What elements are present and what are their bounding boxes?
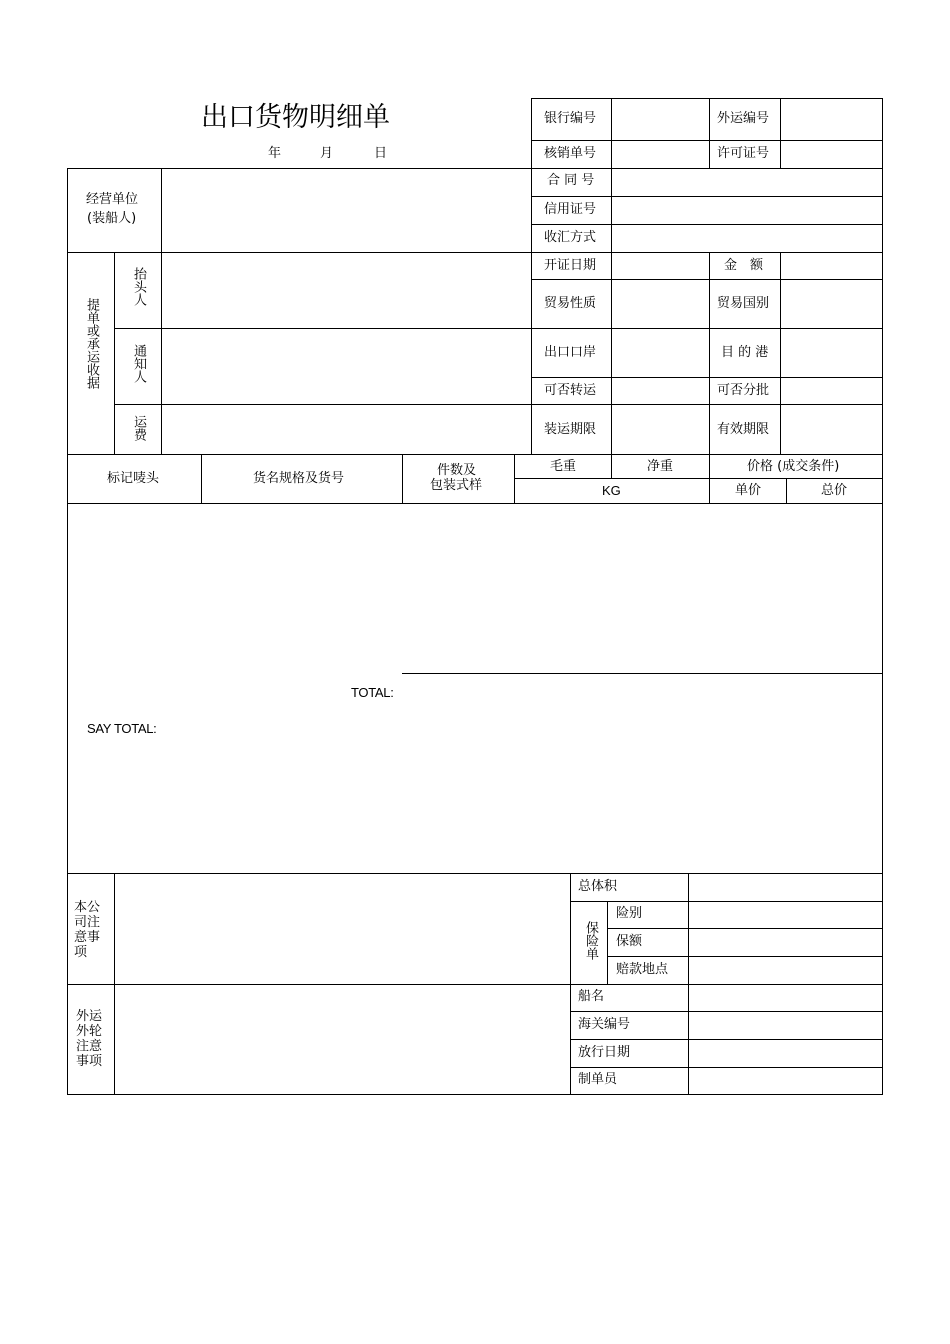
marks-header: 标记唛头 xyxy=(107,471,160,486)
insurance-type-label: 险别 xyxy=(616,906,643,921)
shipment-deadline-label: 装运期限 xyxy=(544,422,597,437)
preparer-label: 制单员 xyxy=(578,1072,618,1087)
insurance-policy-label: 保险单 xyxy=(583,921,598,960)
form-title: 出口货物明细单 xyxy=(201,102,390,133)
vessel-name-label: 船名 xyxy=(578,989,605,1004)
contract-no-field[interactable] xyxy=(613,170,881,195)
export-port-label: 出口口岸 xyxy=(544,345,597,360)
payment-method-field[interactable] xyxy=(613,226,881,251)
shipping-notes-label: 外运外轮注意事项 xyxy=(76,1009,103,1069)
operator-field[interactable] xyxy=(163,170,530,251)
trade-country-label: 贸易国别 xyxy=(717,296,770,311)
insured-amount-label: 保额 xyxy=(616,934,643,949)
payment-method-label: 收汇方式 xyxy=(544,230,597,245)
vessel-name-field[interactable] xyxy=(690,986,881,1010)
license-no-field[interactable] xyxy=(782,142,881,167)
consignee-field[interactable] xyxy=(163,254,530,327)
kg-unit-label: KG xyxy=(602,483,621,498)
total-price-header: 总价 xyxy=(821,483,848,498)
operator-label: 经营单位 xyxy=(86,192,139,207)
unit-price-header: 单价 xyxy=(735,483,762,498)
company-notes-label: 本公司注意事项 xyxy=(74,900,101,960)
expiry-date-field[interactable] xyxy=(782,406,881,453)
license-no-label: 许可证号 xyxy=(717,146,770,161)
amount-label: 金 额 xyxy=(724,258,764,273)
bank-no-label: 银行编号 xyxy=(544,111,597,126)
net-weight-header: 净重 xyxy=(647,459,674,474)
consignee-label: 抬头人 xyxy=(131,267,146,306)
lc-date-field[interactable] xyxy=(613,254,708,278)
notify-field[interactable] xyxy=(163,330,530,403)
claim-place-field[interactable] xyxy=(690,958,881,983)
amount-field[interactable] xyxy=(782,254,881,278)
shipping-no-field[interactable] xyxy=(782,100,881,139)
price-header-suffix: (成交条件) xyxy=(777,459,840,474)
release-date-label: 放行日期 xyxy=(578,1045,631,1060)
bank-no-field[interactable] xyxy=(613,100,708,139)
trade-nature-field[interactable] xyxy=(613,281,708,327)
notify-label: 通知人 xyxy=(131,344,146,383)
packages-subheader: 包装式样 xyxy=(430,478,483,493)
claim-place-label: 赔款地点 xyxy=(616,962,669,977)
trade-country-field[interactable] xyxy=(782,281,881,327)
lc-no-label: 信用证号 xyxy=(544,202,597,217)
total-field[interactable] xyxy=(404,675,881,705)
packages-header: 件数及 xyxy=(437,463,477,478)
shipment-deadline-field[interactable] xyxy=(613,406,708,453)
shipping-notes-field[interactable] xyxy=(116,986,569,1093)
company-notes-field[interactable] xyxy=(116,875,569,983)
customs-no-label: 海关编号 xyxy=(578,1017,631,1032)
preparer-field[interactable] xyxy=(690,1069,881,1093)
destination-port-field[interactable] xyxy=(782,330,881,376)
verification-no-label: 核销单号 xyxy=(544,146,597,161)
price-header xyxy=(747,460,839,473)
insurance-type-field[interactable] xyxy=(690,903,881,927)
freight-field[interactable] xyxy=(163,406,530,453)
lc-date-label: 开证日期 xyxy=(544,258,597,273)
partial-shipment-field[interactable] xyxy=(782,379,881,403)
customs-no-field[interactable] xyxy=(690,1013,881,1038)
gross-weight-header: 毛重 xyxy=(550,459,577,474)
goods-detail-area[interactable] xyxy=(69,505,881,671)
verification-no-field[interactable] xyxy=(613,142,708,167)
export-port-field[interactable] xyxy=(613,330,708,376)
trade-nature-label: 贸易性质 xyxy=(544,296,597,311)
freight-label: 运费 xyxy=(131,415,146,441)
price-header-prefix: 价格 xyxy=(747,459,774,474)
insured-amount-field[interactable] xyxy=(690,930,881,955)
lc-no-field[interactable] xyxy=(613,198,881,223)
shipping-no-label: 外运编号 xyxy=(717,111,770,126)
release-date-field[interactable] xyxy=(690,1041,881,1066)
description-header: 货名规格及货号 xyxy=(253,471,345,486)
transshipment-label: 可否转运 xyxy=(544,383,597,398)
bl-basis-label: 提单或承运收据 xyxy=(84,298,99,389)
transshipment-field[interactable] xyxy=(613,379,708,403)
total-volume-field[interactable] xyxy=(690,875,881,900)
total-label: TOTAL: xyxy=(351,685,394,700)
operator-sublabel: (装船人) xyxy=(87,211,137,226)
total-volume-label: 总体积 xyxy=(578,879,618,894)
destination-port-label: 目 的 港 xyxy=(721,345,769,360)
say-total-field[interactable] xyxy=(170,710,881,870)
expiry-date-label: 有效期限 xyxy=(717,422,770,437)
date-month-label: 月 xyxy=(320,146,334,161)
contract-no-label: 合 同 号 xyxy=(547,173,595,188)
date-day-label: 日 xyxy=(374,146,388,161)
partial-shipment-label: 可否分批 xyxy=(717,383,770,398)
date-year-label: 年 xyxy=(268,146,282,161)
say-total-label: SAY TOTAL: xyxy=(87,721,157,736)
